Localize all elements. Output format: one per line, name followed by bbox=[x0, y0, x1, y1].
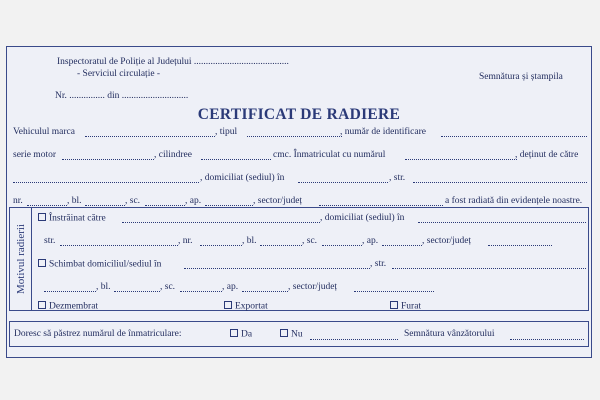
address-change-checkbox[interactable] bbox=[38, 259, 46, 267]
owner-domicile-label: , domiciliat (sediul) în bbox=[200, 173, 285, 183]
registered-number-field[interactable] bbox=[405, 159, 517, 160]
exported-label: Exportat bbox=[235, 301, 268, 312]
owner-nr-label: nr. bbox=[13, 196, 23, 206]
owner-nr-field[interactable] bbox=[27, 205, 67, 206]
new-bl-label: , bl. bbox=[96, 282, 111, 292]
buyer-nr-field[interactable] bbox=[200, 245, 242, 246]
buyer-sector-field[interactable] bbox=[488, 245, 552, 246]
new-sc-label: , sc. bbox=[160, 282, 176, 292]
displacement-field[interactable] bbox=[201, 159, 271, 160]
deregistration-reason-box bbox=[9, 207, 589, 311]
new-street-field[interactable] bbox=[392, 268, 586, 269]
sold-option[interactable] bbox=[38, 213, 106, 225]
certificate-form bbox=[6, 46, 592, 358]
sold-label: Înstrăinat către bbox=[49, 213, 106, 224]
plate-retention-box bbox=[9, 321, 589, 347]
buyer-bl-label: , bl. bbox=[242, 236, 257, 246]
vin-label: , număr de identificare bbox=[340, 127, 426, 137]
sold-checkbox[interactable] bbox=[38, 213, 46, 221]
address-change-label: Schimbat domiciliul/sediul în bbox=[49, 259, 162, 270]
buyer-domicile-label: , domiciliat (sediul) în bbox=[320, 213, 405, 223]
dismantled-label: Dezmembrat bbox=[49, 301, 99, 312]
buyer-nr-label: , nr. bbox=[178, 236, 193, 246]
owner-sector-label: , sector/județ bbox=[253, 196, 303, 206]
keep-plate-yes-label: Da bbox=[241, 329, 253, 340]
dismantled-option[interactable] bbox=[38, 301, 98, 313]
exported-option[interactable] bbox=[224, 301, 268, 313]
new-nr-field[interactable] bbox=[44, 291, 96, 292]
owner-sc-label: , sc. bbox=[125, 196, 141, 206]
registration-number-line: Nr. ............... din ............................ bbox=[55, 91, 189, 101]
owner-sector-field[interactable] bbox=[319, 205, 443, 206]
stolen-label: Furat bbox=[401, 301, 422, 312]
address-change-option[interactable] bbox=[38, 259, 161, 271]
new-bl-field[interactable] bbox=[114, 291, 160, 292]
keep-plate-no-option[interactable] bbox=[280, 329, 303, 341]
buyer-ap-label: , ap. bbox=[362, 236, 379, 246]
owner-ap-field[interactable] bbox=[205, 205, 253, 206]
new-sector-field[interactable] bbox=[354, 291, 434, 292]
owner-sc-field[interactable] bbox=[145, 205, 185, 206]
plate-blank-line bbox=[310, 339, 398, 340]
dismantled-checkbox[interactable] bbox=[38, 301, 46, 309]
stolen-checkbox[interactable] bbox=[390, 301, 398, 309]
vehicle-make-field[interactable] bbox=[85, 136, 215, 137]
buyer-bl-field[interactable] bbox=[260, 245, 302, 246]
owned-by-label: , deținut de către bbox=[515, 150, 579, 160]
deregistered-statement: a fost radiată din evidențele noastre. bbox=[445, 196, 583, 206]
signature-stamp-label: Semnătura și ștampila bbox=[479, 72, 563, 82]
seller-signature-label: Semnătura vânzătorului bbox=[404, 329, 495, 339]
owner-domicile-field[interactable] bbox=[298, 182, 388, 183]
police-inspectorate-line: Inspectoratul de Poliție al Județului ........................................ bbox=[57, 57, 289, 67]
keep-plate-no-label: Nu bbox=[291, 329, 303, 340]
vin-field[interactable] bbox=[441, 136, 587, 137]
engine-serial-field[interactable] bbox=[62, 159, 154, 160]
keep-plate-yes-checkbox[interactable] bbox=[230, 329, 238, 337]
registered-number-label: cmc. Înmatriculat cu numărul bbox=[273, 150, 386, 160]
buyer-domicile-field[interactable] bbox=[418, 222, 586, 223]
new-ap-field[interactable] bbox=[242, 291, 288, 292]
engine-serial-label: serie motor bbox=[13, 150, 57, 160]
seller-signature-field[interactable] bbox=[510, 339, 584, 340]
new-ap-label: , ap. bbox=[222, 282, 239, 292]
keep-plate-no-checkbox[interactable] bbox=[280, 329, 288, 337]
stolen-option[interactable] bbox=[390, 301, 421, 313]
buyer-name-field[interactable] bbox=[122, 222, 320, 223]
owner-ap-label: , ap. bbox=[185, 196, 202, 206]
owner-bl-label: , bl. bbox=[67, 196, 82, 206]
buyer-ap-field[interactable] bbox=[382, 245, 422, 246]
owner-street-label: , str. bbox=[389, 173, 406, 183]
owner-street-field[interactable] bbox=[413, 182, 587, 183]
traffic-service-line: - Serviciul circulație - bbox=[77, 69, 161, 79]
keep-plate-question: Doresc să păstrez numărul de înmatriculare: bbox=[14, 329, 182, 339]
new-sector-label: , sector/județ bbox=[288, 282, 338, 292]
buyer-street-label: str. bbox=[44, 236, 56, 246]
owner-name-field[interactable] bbox=[13, 182, 199, 183]
buyer-street-field[interactable] bbox=[60, 245, 178, 246]
document-title: CERTIFICAT DE RADIERE bbox=[197, 106, 401, 123]
vehicle-type-field[interactable] bbox=[247, 136, 342, 137]
vehicle-type-label: , tipul bbox=[215, 127, 238, 137]
new-street-label: , str. bbox=[370, 259, 387, 269]
exported-checkbox[interactable] bbox=[224, 301, 232, 309]
buyer-sector-label: , sector/județ bbox=[422, 236, 472, 246]
owner-bl-field[interactable] bbox=[85, 205, 125, 206]
buyer-sc-label: , sc. bbox=[302, 236, 318, 246]
new-address-field[interactable] bbox=[184, 268, 370, 269]
displacement-label: , cilindree bbox=[154, 150, 192, 160]
deregistration-reason-side-label: Motivul radierii bbox=[10, 208, 32, 310]
buyer-sc-field[interactable] bbox=[322, 245, 362, 246]
new-sc-field[interactable] bbox=[180, 291, 222, 292]
keep-plate-yes-option[interactable] bbox=[230, 329, 252, 341]
vehicle-make-label: Vehiculul marca bbox=[13, 127, 75, 137]
